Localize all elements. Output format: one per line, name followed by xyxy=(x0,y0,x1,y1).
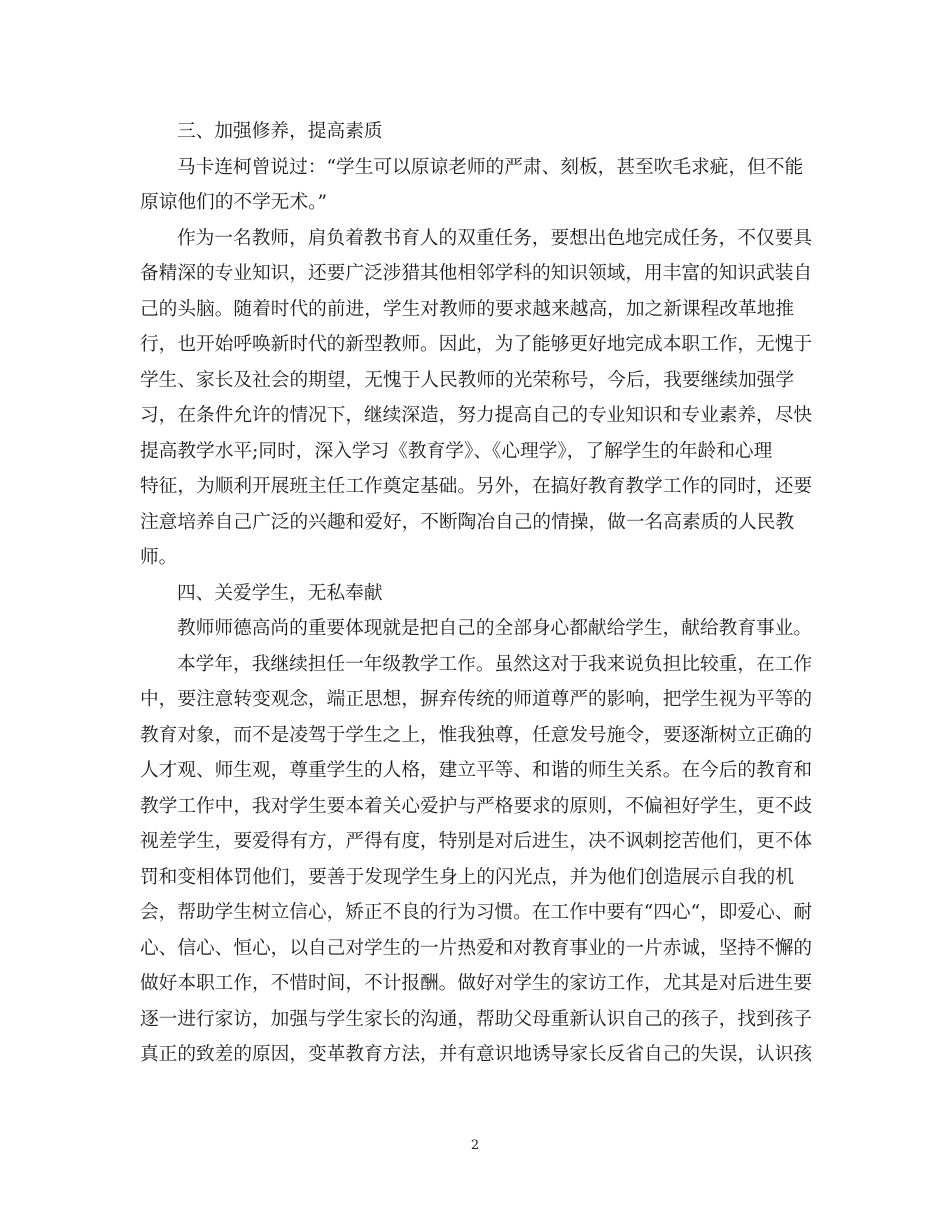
paragraph-line: 本学年，我继续担任一年级教学工作。虽然这对于我来说负担比较重，在工作 xyxy=(177,653,813,675)
paragraph-line: 原谅他们的不学无术。” xyxy=(140,192,328,213)
paragraph-line: 教学工作中，我对学生要本着关心爱护与严格要求的原则，不偏袒好学生，更不歧 xyxy=(140,795,813,817)
paragraph-line: 备精深的专业知识，还要广泛涉猎其他相邻学科的知识领域，用丰富的知识武装自 xyxy=(140,263,813,284)
section-heading: 四、关爱学生，无私奉献 xyxy=(177,582,383,604)
paragraph-line: 行，也开始呼唤新时代的新型教师。因此，为了能够更好地完成本职工作，无愧于 xyxy=(140,334,813,355)
paragraph-line: 提高教学水平;同时，深入学习《教育学》、《心理学》，了解学生的年龄和心理 xyxy=(140,440,773,462)
paragraph-line: 师。 xyxy=(140,547,178,568)
paragraph-line: 注意培养自己广泛的兴趣和爱好，不断陶冶自己的情操，做一名高素质的人民教 xyxy=(140,511,795,533)
paragraph-line: 罚和变相体罚他们，要善于发现学生身上的闪光点，并为他们创造展示自我的机 xyxy=(140,866,795,888)
paragraph-line: 逐一进行家访，加强与学生家长的沟通，帮助父母重新认识自己的孩子，找到孩子 xyxy=(140,1008,813,1030)
paragraph-line: 习，在条件允许的情况下，继续深造，努力提高自己的专业知识和专业素养，尽快 xyxy=(140,405,813,426)
paragraph-line: 教育对象，而不是凌驾于学生之上，惟我独尊，任意发号施令，要逐渐树立正确的 xyxy=(140,724,813,746)
paragraph-line: 特征，为顺利开展班主任工作奠定基础。另外，在搞好教育教学工作的同时，还要 xyxy=(140,476,813,497)
paragraph-line: 马卡连柯曾说过：“学生可以原谅老师的严肃、刻板，甚至吹毛求疵，但不能 xyxy=(177,156,804,178)
paragraph-line: 做好本职工作，不惜时间，不计报酬。做好对学生的家访工作，尤其是对后进生要 xyxy=(140,973,813,994)
paragraph-line: 己的头脑。随着时代的前进，学生对教师的要求越来越高，加之新课程改革地推 xyxy=(140,298,795,320)
page-body xyxy=(140,114,812,1073)
paragraph-line: 人才观、师生观，尊重学生的人格，建立平等、和谐的师生关系。在今后的教育和 xyxy=(140,760,813,781)
paragraph-line: 真正的致差的原因，变革教育方法，并有意识地诱导家长反省自己的失误，认识孩 xyxy=(140,1044,813,1065)
paragraph-line: 中，要注意转变观念，端正思想，摒弃传统的师道尊严的影响，把学生视为平等的 xyxy=(140,689,813,710)
paragraph-line: 视差学生，要爱得有方，严得有度，特别是对后进生，决不讽刺挖苦他们，更不体 xyxy=(140,831,813,852)
paragraph-line: 学生、家长及社会的期望，无愧于人民教师的光荣称号，今后，我要继续加强学 xyxy=(140,369,795,391)
paragraph-line: 心、信心、恒心，以自己对学生的一片热爱和对教育事业的一片赤诚，坚持不懈的 xyxy=(140,937,813,959)
page-number: 2 xyxy=(470,1138,480,1153)
paragraph-line: 教师师德高尚的重要体现就是把自己的全部身心都献给学生，献给教育事业。 xyxy=(177,618,813,639)
paragraph-line: 作为一名教师，肩负着教书育人的双重任务，要想出色地完成任务，不仅要具 xyxy=(177,227,813,249)
section-heading: 三、加强修养，提高素质 xyxy=(177,121,383,142)
paragraph-line: 会，帮助学生树立信心，矫正不良的行为习惯。在工作中要有“四心“，即爱心、耐 xyxy=(140,902,813,923)
